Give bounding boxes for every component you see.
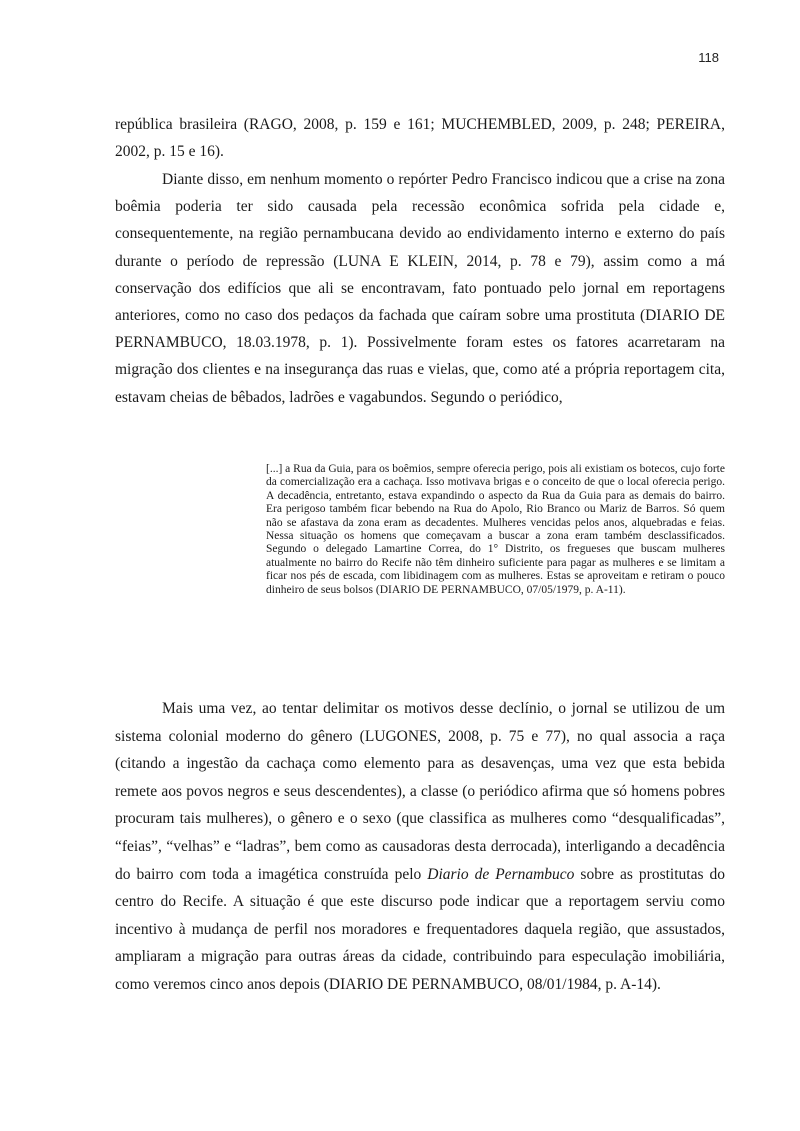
paragraph-discussion-part2: sobre as prostitutas do centro do Recife. A situação é que este discurso pode indicar que a reportagem serviu como incentivo à mudança de perfil nos moradores e frequentadores daquela região, que assustados, ampliaram a migração para outras áreas da cidade, contribuindo para especulação imobiliária, como veremos cinco anos depois (DIARIO DE PERNAMBUCO, 08/01/1984, p. A-14). (115, 865, 725, 993)
paragraph-analysis: Diante disso, em nenhum momento o repórter Pedro Francisco indicou que a crise na zona boêmia poderia ter sido causada pela recessão econômica sofrida pela cidade e, consequentemente, na região pernambucana devido ao endividamento interno e externo do país durante o período de repressão (LUNA E KLEIN, 2014, p. 78 e 79), assim como a má conservação dos edifícios que ali se encontravam, fato pontuado pelo jornal em reportagens anteriores, como no caso dos pedaços da fachada que caíram sobre uma prostituta (DIARIO DE PERNAMBUCO, 18.03.1978, p. 1). Possivelmente foram estes os fatores acarretaram na migração dos clientes e na insegurança das ruas e vielas, que, como até a própria reportagem cita, estavam cheias de bêbados, ladrões e vagabundos. Segundo o periódico, (115, 171, 725, 406)
paragraph-discussion-part1: Mais uma vez, ao tentar delimitar os motivos desse declínio, o jornal se utilizou de um sistema colonial moderno do gênero (LUGONES, 2008, p. 75 e 77), no qual associa a raça (citando a ingestão da cachaça como elemento para as desavenças, uma vez que esta bebida remete aos povos negros e seus descendentes), a classe (o periódico afirma que só homens pobres procuram tais mulheres), o gênero e o sexo (que classifica as mulheres como “desqualificadas”, “feias”, “velhas” e “ladras”, bem como as causadoras desta derrocada), interligando a decadência do bairro com toda a imagética construída pelo (115, 700, 725, 883)
page-number: 118 (698, 50, 719, 65)
newspaper-title-italic: Diario de Pernambuco (427, 865, 575, 883)
paragraph-continuation: república brasileira (RAGO, 2008, p. 159 e 161; MUCHEMBLED, 2009, p. 248; PEREIRA, 2002, p. 15 e 16). (115, 116, 725, 161)
paragraph-discussion (115, 695, 725, 999)
block-quote: [...] a Rua da Guia, para os boêmios, sempre oferecia perigo, pois ali existiam os botecos, cujo forte da comercialização era a cachaça. Isso motivava brigas e o conceito de que o local oferecia perigo. A decadência, entretanto, estava expandindo o aspecto da Rua da Guia para as demais do bairro. Era perigoso também ficar bebendo na Rua do Apolo, Rio Branco ou Mariz de Barros. Só quem não se afastava da zona eram as decadentes. Mulheres vencidas pelos anos, alquebradas e feias. Nessa situação os homens que começavam a buscar a zona eram também desclassificados. Segundo o delegado Lamartine Correa, do 1° Distrito, os fregueses que buscam mulheres atualmente no bairro do Recife não têm dinheiro suficiente para pagar as mulheres e se limitam a ficar nos pés de escada, com libidinagem com as mulheres. Estas se aproveitam e retiram o pouco dinheiro de seus bolsos (DIARIO DE PERNAMBUCO, 07/05/1979, p. A-11). (266, 463, 725, 596)
